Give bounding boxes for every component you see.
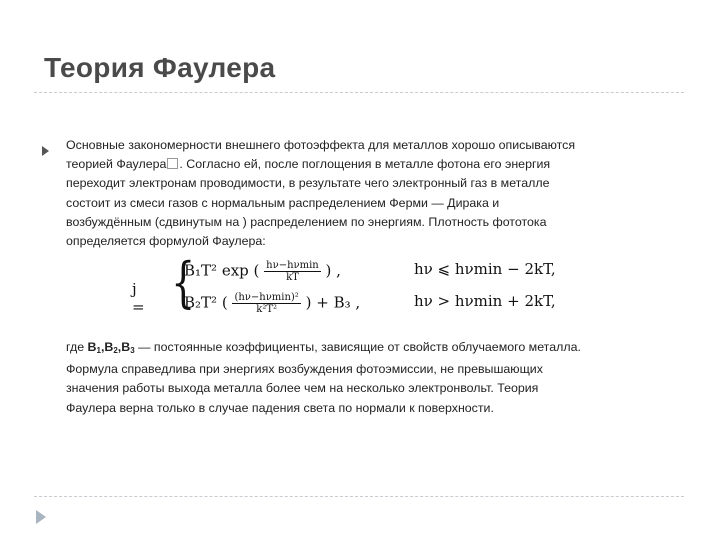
formula-case-1 xyxy=(184,260,341,283)
formula-case-2 xyxy=(184,292,360,315)
formula-lhs: j = xyxy=(132,280,145,316)
coefficient-letter: ,B xyxy=(117,340,131,354)
slide-title: Теория Фаулера xyxy=(44,52,276,83)
coefficient-letter: ,B xyxy=(100,340,114,354)
paragraph-intro xyxy=(66,136,686,251)
next-slide-arrow-icon[interactable] xyxy=(36,510,46,524)
formula-expr: B₂T² ( xyxy=(184,293,228,312)
formula-condition-1: hν ⩽ hνmin − 2kT, xyxy=(414,260,556,278)
fraction-denominator: kT xyxy=(286,272,299,283)
text-line xyxy=(66,155,686,174)
text-line xyxy=(66,338,686,360)
curly-brace: { xyxy=(171,251,196,314)
formula-expr-end: ) + B₃ , xyxy=(305,293,361,312)
formula-expr-end: ) , xyxy=(325,261,341,280)
footer-divider xyxy=(34,496,684,497)
text-line: определяется формулой Фаулера: xyxy=(66,234,266,249)
fraction-denominator: k²T² xyxy=(256,304,278,315)
formula-fraction xyxy=(264,260,321,283)
formula-expr: B₁T² exp ( xyxy=(184,261,260,280)
text-line: Формула справедлива при энергиях возбуждения фотоэмиссии, не превышающих xyxy=(66,362,543,377)
text-line: переходит электронам проводимости, в результате чего электронный газ в металле xyxy=(66,176,550,191)
formula-condition-2: hν > hνmin + 2kT, xyxy=(414,292,556,310)
text-fragment: — постоянные коэффициенты, зависящие от свойств облучаемого металла. xyxy=(134,340,581,354)
coefficient-subscript: 2 xyxy=(113,346,118,355)
text-fragment: где xyxy=(66,340,88,354)
title-divider xyxy=(34,92,684,93)
text-line: Фаулера верна только в случае падения света по нормали к поверхности. xyxy=(66,400,494,415)
coefficient-subscript: 3 xyxy=(130,346,135,355)
text-line: Основные закономерности внешнего фотоэффекта для металлов хорошо описываются xyxy=(66,138,576,152)
formula-fraction xyxy=(232,292,300,315)
text-line: значения работы выхода металла более чем на несколько электронвольт. Теория xyxy=(66,381,539,396)
text-fragment: . Согласно ей, после поглощения в металле фотона его энергия xyxy=(179,157,551,172)
coefficient-letter: B xyxy=(87,340,97,354)
bullet-icon xyxy=(42,146,49,156)
fraction-numerator: hν−hνmin xyxy=(266,260,319,271)
fraction-numerator: (hν−hνmin)² xyxy=(234,292,299,303)
broken-image-icon xyxy=(167,158,178,169)
coefficient-subscript: 1 xyxy=(96,346,101,355)
coefficient-symbol xyxy=(88,340,135,354)
text-line: возбуждённым (сдвинутым на ) распределением по энергиям. Плотность фототока xyxy=(66,214,547,229)
text-line: состоит из смеси газов с нормальным распределением Ферми — Дирака и xyxy=(66,195,500,210)
text-fragment: теорией Фаулера xyxy=(66,157,167,172)
paragraph-coefficients xyxy=(66,338,686,418)
